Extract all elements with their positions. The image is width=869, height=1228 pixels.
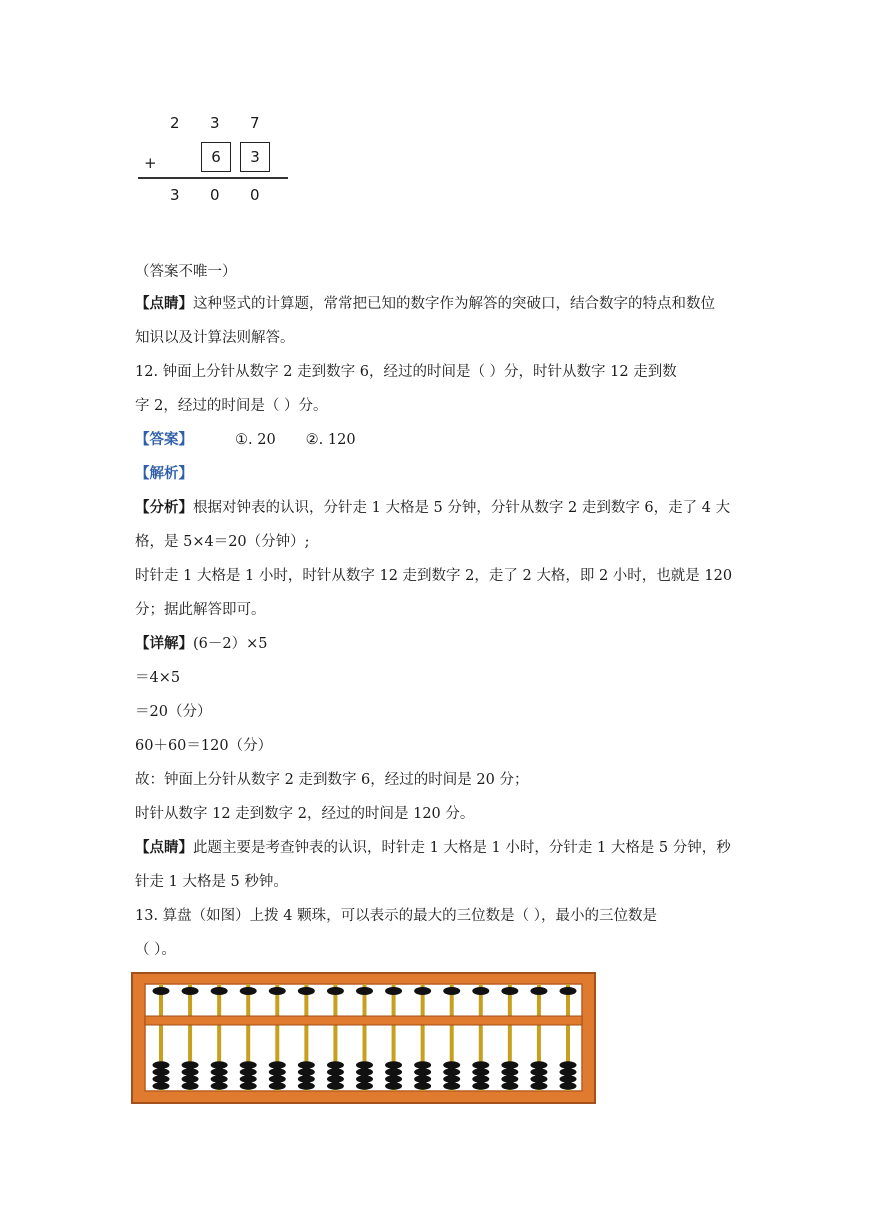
abacus-lower-bead bbox=[153, 1075, 170, 1083]
abacus-lower-bead bbox=[443, 1068, 460, 1076]
abacus-upper-bead bbox=[182, 987, 199, 995]
abacus-lower-bead bbox=[472, 1082, 489, 1090]
abacus-lower-bead bbox=[298, 1082, 315, 1090]
abacus-lower-bead bbox=[501, 1082, 518, 1090]
abacus-lower-bead bbox=[501, 1068, 518, 1076]
jiexi-tag: 【解析】 bbox=[135, 465, 193, 482]
answer-box-tens: 6 bbox=[201, 142, 231, 172]
abacus-lower-bead bbox=[182, 1061, 199, 1069]
abacus-lower-bead bbox=[211, 1068, 228, 1076]
xiangjie-tag: 【详解】 bbox=[135, 635, 193, 652]
answer-box-ones: 3 bbox=[240, 142, 270, 172]
jiexi-line bbox=[135, 464, 193, 484]
fenxi-line-1 bbox=[135, 498, 730, 518]
abacus-lower-bead bbox=[414, 1068, 431, 1076]
abacus-lower-bead bbox=[182, 1068, 199, 1076]
abacus-lower-bead bbox=[443, 1061, 460, 1069]
fenxi-line-4: 分；据此解答即可。 bbox=[135, 602, 266, 618]
abacus-lower-bead bbox=[530, 1075, 547, 1083]
question-12-line-2: 字 2，经过的时间是（ ）分。 bbox=[135, 398, 328, 414]
abacus-lower-bead bbox=[240, 1068, 257, 1076]
abacus-upper-bead bbox=[385, 987, 402, 995]
top-digit-hundreds: 2 bbox=[170, 114, 180, 132]
abacus-lower-bead bbox=[211, 1061, 228, 1069]
abacus-lower-bead bbox=[269, 1082, 286, 1090]
abacus-upper-bead bbox=[501, 987, 518, 995]
abacus-lower-bead bbox=[385, 1082, 402, 1090]
abacus-lower-bead bbox=[530, 1068, 547, 1076]
abacus-lower-bead bbox=[560, 1082, 577, 1090]
abacus-lower-bead bbox=[530, 1061, 547, 1069]
abacus-lower-bead bbox=[414, 1061, 431, 1069]
answer-tag: 【答案】 bbox=[135, 431, 193, 448]
fenxi-line-3: 时针走 1 大格是 1 小时，时针从数字 12 走到数字 2，走了 2 大格，即 2 小时，也就是 120 bbox=[135, 568, 733, 584]
abacus-lower-bead bbox=[472, 1061, 489, 1069]
abacus-lower-bead bbox=[240, 1082, 257, 1090]
abacus-lower-bead bbox=[327, 1075, 344, 1083]
question-12-line-1: 12. 钟面上分针从数字 2 走到数字 6，经过的时间是（ ）分，时针从数字 12 走到数 bbox=[135, 364, 677, 380]
step-3: 60＋60＝120（分） bbox=[135, 738, 273, 754]
abacus-upper-bead bbox=[211, 987, 228, 995]
step-1: ＝4×5 bbox=[135, 670, 181, 686]
conclusion-line-2: 时针从数字 12 走到数字 2，经过的时间是 120 分。 bbox=[135, 806, 475, 822]
dianjing-2-tag: 【点睛】 bbox=[135, 839, 193, 856]
abacus-upper-bead bbox=[356, 987, 373, 995]
abacus-lower-bead bbox=[356, 1068, 373, 1076]
abacus-lower-bead bbox=[443, 1075, 460, 1083]
fenxi-line-2: 格，是 5×4＝20（分钟）; bbox=[135, 534, 310, 550]
result-digit-hundreds: 3 bbox=[170, 186, 180, 204]
abacus-upper-bead bbox=[443, 987, 460, 995]
sum-line bbox=[138, 177, 288, 179]
abacus-lower-bead bbox=[211, 1082, 228, 1090]
dianjing-1-tag: 【点睛】 bbox=[135, 295, 193, 312]
abacus-lower-bead bbox=[414, 1082, 431, 1090]
abacus-upper-bead bbox=[327, 987, 344, 995]
abacus-upper-bead bbox=[414, 987, 431, 995]
abacus-lower-bead bbox=[472, 1075, 489, 1083]
abacus-upper-bead bbox=[298, 987, 315, 995]
abacus-lower-bead bbox=[298, 1075, 315, 1083]
xiangjie-line bbox=[135, 634, 267, 654]
answer-not-unique-note: （答案不唯一） bbox=[135, 264, 237, 280]
abacus-upper-bead bbox=[269, 987, 286, 995]
abacus-lower-bead bbox=[211, 1075, 228, 1083]
abacus-figure bbox=[131, 972, 596, 1104]
question-13-line-2: （ ）。 bbox=[135, 942, 176, 958]
abacus-lower-bead bbox=[182, 1075, 199, 1083]
abacus-lower-bead bbox=[327, 1061, 344, 1069]
question-13-line-1: 13. 算盘（如图）上拨 4 颗珠，可以表示的最大的三位数是（ ），最小的三位数是 bbox=[135, 908, 657, 924]
abacus-lower-bead bbox=[153, 1068, 170, 1076]
abacus-lower-bead bbox=[356, 1082, 373, 1090]
vertical-addition bbox=[130, 108, 300, 218]
abacus-lower-bead bbox=[298, 1061, 315, 1069]
abacus-lower-bead bbox=[240, 1075, 257, 1083]
abacus-lower-bead bbox=[560, 1061, 577, 1069]
abacus-upper-bead bbox=[472, 987, 489, 995]
answer-2: ②. 120 bbox=[305, 432, 356, 448]
abacus-lower-bead bbox=[501, 1061, 518, 1069]
abacus-lower-bead bbox=[240, 1061, 257, 1069]
abacus-lower-bead bbox=[182, 1082, 199, 1090]
abacus-lower-bead bbox=[385, 1075, 402, 1083]
abacus-beam bbox=[145, 1016, 582, 1025]
dianjing-2-line-1 bbox=[135, 838, 731, 858]
result-digit-tens: 0 bbox=[210, 186, 220, 204]
abacus-lower-bead bbox=[443, 1082, 460, 1090]
answer-line bbox=[135, 430, 356, 450]
abacus-lower-bead bbox=[269, 1061, 286, 1069]
abacus-lower-bead bbox=[385, 1061, 402, 1069]
abacus-upper-bead bbox=[153, 987, 170, 995]
fenxi-text-a: 根据对钟表的认识，分针走 1 大格是 5 分钟，分针从数字 2 走到数字 6，走了 4 大 bbox=[193, 500, 731, 516]
abacus-lower-bead bbox=[560, 1068, 577, 1076]
abacus-upper-bead bbox=[240, 987, 257, 995]
abacus-lower-bead bbox=[327, 1068, 344, 1076]
xiangjie-text: (6－2）×5 bbox=[193, 636, 268, 652]
answer-1: ①. 20 bbox=[235, 432, 276, 448]
abacus-lower-bead bbox=[327, 1082, 344, 1090]
dianjing-2-line-2: 针走 1 大格是 5 秒钟。 bbox=[135, 874, 288, 890]
dianjing-1-line-2: 知识以及计算法则解答。 bbox=[135, 330, 295, 346]
top-digit-ones: 7 bbox=[250, 114, 260, 132]
fenxi-tag: 【分析】 bbox=[135, 499, 193, 516]
dianjing-2-text-a: 此题主要是考查钟表的认识，时针走 1 大格是 1 小时，分针走 1 大格是 5 分钟，秒 bbox=[193, 840, 731, 856]
dianjing-1-line-1 bbox=[135, 294, 715, 314]
result-digit-ones: 0 bbox=[250, 186, 260, 204]
abacus-lower-bead bbox=[414, 1075, 431, 1083]
abacus-lower-bead bbox=[560, 1075, 577, 1083]
abacus-lower-bead bbox=[269, 1075, 286, 1083]
abacus-lower-bead bbox=[356, 1075, 373, 1083]
plus-sign: + bbox=[144, 154, 157, 172]
abacus-upper-bead bbox=[560, 987, 577, 995]
abacus-lower-bead bbox=[530, 1082, 547, 1090]
abacus-lower-bead bbox=[356, 1061, 373, 1069]
abacus-lower-bead bbox=[153, 1082, 170, 1090]
top-digit-tens: 3 bbox=[210, 114, 220, 132]
abacus-lower-bead bbox=[385, 1068, 402, 1076]
abacus-upper-bead bbox=[530, 987, 547, 995]
abacus-lower-bead bbox=[298, 1068, 315, 1076]
step-2: ＝20（分） bbox=[135, 704, 212, 720]
dianjing-1-text-a: 这种竖式的计算题，常常把已知的数字作为解答的突破口，结合数字的特点和数位 bbox=[193, 296, 715, 312]
abacus-lower-bead bbox=[269, 1068, 286, 1076]
abacus-lower-bead bbox=[472, 1068, 489, 1076]
abacus-lower-bead bbox=[153, 1061, 170, 1069]
abacus-lower-bead bbox=[501, 1075, 518, 1083]
conclusion-line-1: 故：钟面上分针从数字 2 走到数字 6，经过的时间是 20 分； bbox=[135, 772, 529, 788]
